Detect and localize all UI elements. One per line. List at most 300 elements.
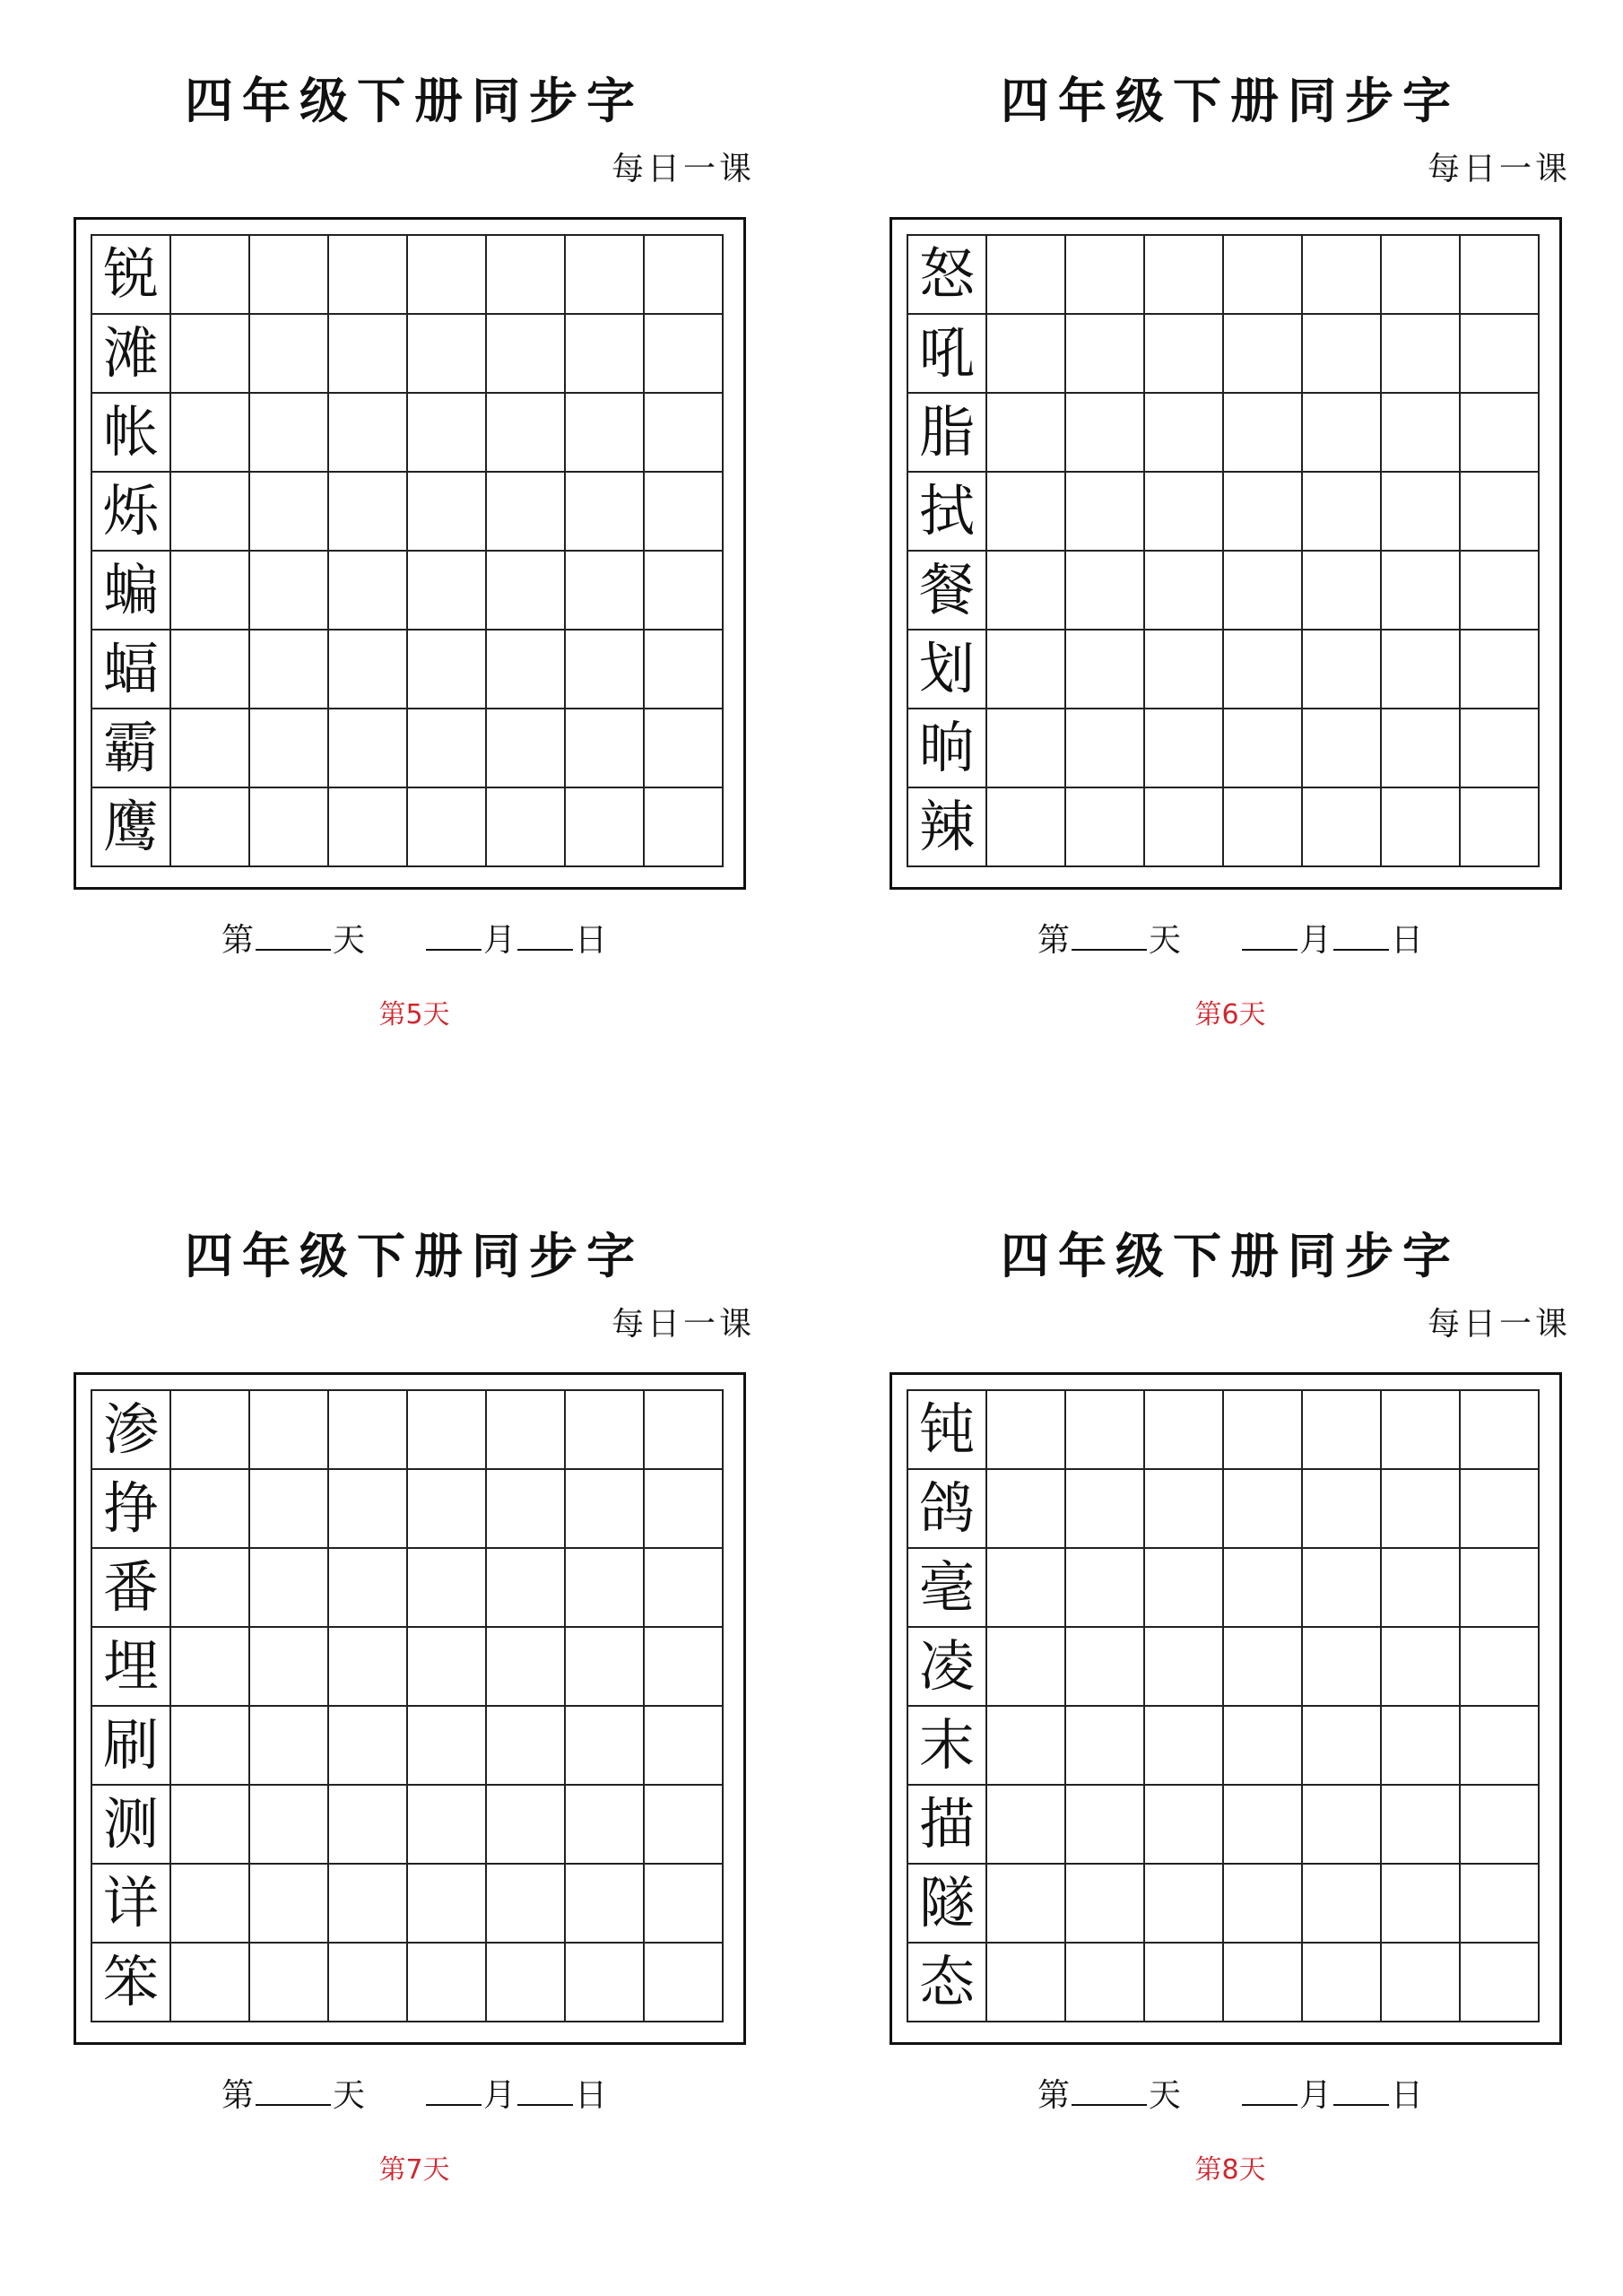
practice-cell[interactable]	[171, 788, 250, 867]
practice-cell[interactable]	[1224, 709, 1303, 788]
worksheet-title: 四年级下册同步字	[1001, 1227, 1460, 1284]
practice-cell[interactable]	[408, 1391, 487, 1470]
practice-cell[interactable]	[1224, 1391, 1303, 1470]
practice-cell[interactable]	[987, 394, 1066, 473]
model-character-cell: 滩	[92, 315, 171, 394]
practice-cell[interactable]	[1382, 1786, 1461, 1865]
practice-cell[interactable]	[987, 709, 1066, 788]
practice-cell[interactable]	[1461, 473, 1540, 552]
model-character-cell: 脂	[908, 394, 987, 473]
practice-cell[interactable]	[329, 315, 408, 394]
model-character-cell: 霸	[92, 709, 171, 788]
practice-cell[interactable]	[408, 1470, 487, 1549]
day-label: 第6天	[1194, 999, 1266, 1031]
practice-cell[interactable]	[645, 473, 724, 552]
model-character-cell: 埋	[92, 1628, 171, 1707]
practice-cell[interactable]	[566, 1628, 645, 1707]
practice-cell[interactable]	[1382, 631, 1461, 709]
practice-cell[interactable]	[1066, 631, 1145, 709]
practice-cell[interactable]	[987, 1944, 1066, 2022]
practice-cell[interactable]	[329, 236, 408, 315]
practice-cell[interactable]	[1066, 709, 1145, 788]
practice-cell[interactable]	[250, 1707, 329, 1786]
worksheet-subtitle: 每日一课	[611, 151, 755, 187]
practice-cell[interactable]	[1382, 709, 1461, 788]
practice-cell[interactable]	[1066, 1786, 1145, 1865]
practice-cell[interactable]	[1382, 1865, 1461, 1944]
practice-cell[interactable]	[566, 1391, 645, 1470]
practice-cell[interactable]	[329, 394, 408, 473]
practice-cell[interactable]	[1382, 788, 1461, 867]
model-character-cell: 怒	[908, 236, 987, 315]
practice-cell[interactable]	[329, 1549, 408, 1628]
model-character-cell: 帐	[92, 394, 171, 473]
practice-cell[interactable]	[1303, 236, 1382, 315]
practice-cell[interactable]	[1382, 473, 1461, 552]
practice-cell[interactable]	[171, 236, 250, 315]
practice-cell[interactable]	[1303, 315, 1382, 394]
practice-grid-frame	[74, 1372, 746, 2045]
practice-cell[interactable]	[566, 1786, 645, 1865]
practice-cell[interactable]	[987, 473, 1066, 552]
practice-cell[interactable]	[1303, 1865, 1382, 1944]
practice-cell[interactable]	[487, 631, 566, 709]
practice-cell[interactable]	[1145, 1786, 1224, 1865]
practice-cell[interactable]	[1145, 709, 1224, 788]
practice-cell[interactable]	[250, 1865, 329, 1944]
practice-cell[interactable]	[487, 394, 566, 473]
practice-grid	[907, 1389, 1540, 2022]
practice-cell[interactable]	[1066, 788, 1145, 867]
practice-cell[interactable]	[1224, 1549, 1303, 1628]
practice-cell[interactable]	[250, 788, 329, 867]
practice-cell[interactable]	[1224, 236, 1303, 315]
practice-cell[interactable]	[1303, 1549, 1382, 1628]
practice-grid-frame	[890, 1372, 1562, 2045]
practice-cell[interactable]	[645, 1786, 724, 1865]
practice-cell[interactable]	[1461, 1628, 1540, 1707]
practice-cell[interactable]	[1461, 788, 1540, 867]
practice-cell[interactable]	[566, 236, 645, 315]
practice-cell[interactable]	[1066, 1944, 1145, 2022]
practice-cell[interactable]	[487, 788, 566, 867]
practice-cell[interactable]	[171, 394, 250, 473]
practice-cell[interactable]	[1145, 236, 1224, 315]
model-character-cell: 挣	[92, 1470, 171, 1549]
practice-cell[interactable]	[987, 1786, 1066, 1865]
practice-cell[interactable]	[1145, 1549, 1224, 1628]
worksheet-day-8	[890, 1155, 1571, 2186]
practice-cell[interactable]	[171, 1865, 250, 1944]
worksheet-subtitle: 每日一课	[611, 1306, 755, 1343]
practice-cell[interactable]	[987, 1865, 1066, 1944]
practice-cell[interactable]	[250, 1470, 329, 1549]
model-character-cell: 详	[92, 1865, 171, 1944]
practice-cell[interactable]	[566, 1549, 645, 1628]
model-character-cell: 蝠	[92, 631, 171, 709]
practice-cell[interactable]	[987, 1391, 1066, 1470]
model-character-cell: 钝	[908, 1391, 987, 1470]
practice-cell[interactable]	[408, 709, 487, 788]
practice-cell[interactable]	[329, 631, 408, 709]
practice-cell[interactable]	[1066, 552, 1145, 631]
practice-cell[interactable]	[1066, 1865, 1145, 1944]
practice-cell[interactable]	[645, 1470, 724, 1549]
practice-cell[interactable]	[487, 1944, 566, 2022]
worksheet-title: 四年级下册同步字	[185, 1227, 644, 1284]
practice-cell[interactable]	[250, 394, 329, 473]
worksheet-subtitle: 每日一课	[1427, 151, 1571, 187]
practice-cell[interactable]	[1145, 473, 1224, 552]
practice-cell[interactable]	[1303, 709, 1382, 788]
practice-cell[interactable]	[487, 1628, 566, 1707]
practice-cell[interactable]	[171, 1391, 250, 1470]
practice-cell[interactable]	[645, 1549, 724, 1628]
practice-cell[interactable]	[171, 1786, 250, 1865]
practice-cell[interactable]	[408, 394, 487, 473]
practice-cell[interactable]	[250, 631, 329, 709]
practice-cell[interactable]	[487, 552, 566, 631]
practice-cell[interactable]	[1066, 473, 1145, 552]
practice-cell[interactable]	[987, 1707, 1066, 1786]
practice-cell[interactable]	[1303, 631, 1382, 709]
practice-cell[interactable]	[1066, 315, 1145, 394]
practice-cell[interactable]	[1303, 473, 1382, 552]
practice-cell[interactable]	[1382, 1944, 1461, 2022]
practice-cell[interactable]	[408, 236, 487, 315]
practice-cell[interactable]	[566, 1865, 645, 1944]
practice-cell[interactable]	[487, 1865, 566, 1944]
date-tian-label: 天	[332, 922, 365, 959]
practice-cell[interactable]	[487, 236, 566, 315]
practice-cell[interactable]	[408, 631, 487, 709]
practice-cell[interactable]	[645, 394, 724, 473]
model-character-cell: 鹰	[92, 788, 171, 867]
practice-cell[interactable]	[1145, 1391, 1224, 1470]
practice-cell[interactable]	[987, 1470, 1066, 1549]
practice-cell[interactable]	[171, 552, 250, 631]
practice-cell[interactable]	[408, 1944, 487, 2022]
day-blank[interactable]	[517, 924, 573, 951]
practice-cell[interactable]	[1382, 1707, 1461, 1786]
practice-cell[interactable]	[408, 315, 487, 394]
worksheet-day-7	[74, 1155, 755, 2186]
model-character-cell: 描	[908, 1786, 987, 1865]
date-yue-label: 月	[1299, 922, 1332, 959]
practice-cell[interactable]	[1303, 1391, 1382, 1470]
practice-cell[interactable]	[487, 1786, 566, 1865]
practice-cell[interactable]	[1382, 1549, 1461, 1628]
practice-cell[interactable]	[250, 236, 329, 315]
practice-cell[interactable]	[1224, 1628, 1303, 1707]
practice-cell[interactable]	[1145, 315, 1224, 394]
practice-cell[interactable]	[1382, 552, 1461, 631]
practice-cell[interactable]	[171, 1470, 250, 1549]
practice-grid	[91, 234, 724, 867]
practice-cell[interactable]	[329, 1707, 408, 1786]
day-blank[interactable]	[1333, 924, 1389, 951]
practice-cell[interactable]	[645, 1707, 724, 1786]
practice-cell[interactable]	[1145, 1944, 1224, 2022]
practice-cell[interactable]	[250, 1944, 329, 2022]
practice-cell[interactable]	[1382, 315, 1461, 394]
model-character-cell: 晌	[908, 709, 987, 788]
practice-cell[interactable]	[1461, 236, 1540, 315]
practice-cell[interactable]	[1145, 552, 1224, 631]
practice-cell[interactable]	[329, 1391, 408, 1470]
practice-cell[interactable]	[1382, 1628, 1461, 1707]
practice-cell[interactable]	[329, 552, 408, 631]
practice-cell[interactable]	[250, 1549, 329, 1628]
practice-cell[interactable]	[250, 709, 329, 788]
practice-cell[interactable]	[250, 473, 329, 552]
practice-cell[interactable]	[645, 552, 724, 631]
practice-cell[interactable]	[329, 1786, 408, 1865]
practice-cell[interactable]	[1066, 394, 1145, 473]
model-character-cell: 毫	[908, 1549, 987, 1628]
practice-cell[interactable]	[566, 1944, 645, 2022]
day-blank[interactable]	[517, 2079, 573, 2106]
practice-cell[interactable]	[566, 1707, 645, 1786]
date-line	[74, 2070, 755, 2116]
practice-cell[interactable]	[329, 788, 408, 867]
practice-cell[interactable]	[329, 1865, 408, 1944]
practice-cell[interactable]	[566, 631, 645, 709]
practice-cell[interactable]	[1066, 1470, 1145, 1549]
practice-cell[interactable]	[1461, 1549, 1540, 1628]
model-character-cell: 测	[92, 1786, 171, 1865]
practice-cell[interactable]	[1145, 631, 1224, 709]
practice-cell[interactable]	[1303, 1470, 1382, 1549]
practice-cell[interactable]	[329, 709, 408, 788]
month-blank[interactable]	[426, 924, 482, 951]
practice-grid	[91, 1389, 724, 2022]
practice-cell[interactable]	[645, 315, 724, 394]
practice-cell[interactable]	[1303, 1707, 1382, 1786]
date-ri-label: 日	[575, 2077, 608, 2114]
practice-cell[interactable]	[1224, 1470, 1303, 1549]
practice-cell[interactable]	[171, 631, 250, 709]
practice-cell[interactable]	[171, 1707, 250, 1786]
practice-cell[interactable]	[1145, 1628, 1224, 1707]
practice-cell[interactable]	[408, 552, 487, 631]
practice-cell[interactable]	[1224, 1944, 1303, 2022]
practice-cell[interactable]	[1145, 1470, 1224, 1549]
model-character-cell: 锐	[92, 236, 171, 315]
date-yue-label: 月	[483, 2077, 516, 2114]
practice-cell[interactable]	[1224, 473, 1303, 552]
model-character-cell: 态	[908, 1944, 987, 2022]
practice-cell[interactable]	[1066, 1628, 1145, 1707]
practice-cell[interactable]	[487, 709, 566, 788]
day-label: 第5天	[378, 999, 450, 1031]
model-character-cell: 吼	[908, 315, 987, 394]
date-ri-label: 日	[1391, 2077, 1424, 2114]
practice-cell[interactable]	[408, 1549, 487, 1628]
date-tian-label: 天	[1148, 922, 1181, 959]
practice-cell[interactable]	[408, 473, 487, 552]
practice-cell[interactable]	[1461, 394, 1540, 473]
practice-cell[interactable]	[1461, 709, 1540, 788]
practice-cell[interactable]	[1303, 1944, 1382, 2022]
practice-cell[interactable]	[250, 1391, 329, 1470]
practice-cell[interactable]	[1461, 315, 1540, 394]
practice-cell[interactable]	[329, 1470, 408, 1549]
worksheet-subtitle: 每日一课	[1427, 1306, 1571, 1343]
date-tian-label: 天	[332, 2077, 365, 2114]
practice-cell[interactable]	[1224, 315, 1303, 394]
practice-cell[interactable]	[1303, 1786, 1382, 1865]
practice-cell[interactable]	[566, 394, 645, 473]
practice-cell[interactable]	[1382, 1470, 1461, 1549]
model-character-cell: 笨	[92, 1944, 171, 2022]
practice-cell[interactable]	[1382, 1391, 1461, 1470]
practice-cell[interactable]	[1461, 1944, 1540, 2022]
day-label: 第7天	[378, 2154, 450, 2186]
practice-cell[interactable]	[1461, 631, 1540, 709]
practice-cell[interactable]	[250, 552, 329, 631]
practice-cell[interactable]	[487, 1707, 566, 1786]
practice-cell[interactable]	[645, 1628, 724, 1707]
practice-cell[interactable]	[1461, 1391, 1540, 1470]
model-character-cell: 划	[908, 631, 987, 709]
practice-cell[interactable]	[1145, 394, 1224, 473]
practice-cell[interactable]	[1224, 1865, 1303, 1944]
practice-cell[interactable]	[1224, 552, 1303, 631]
date-yue-label: 月	[483, 922, 516, 959]
practice-cell[interactable]	[487, 1391, 566, 1470]
practice-cell[interactable]	[408, 1628, 487, 1707]
model-character-cell: 刷	[92, 1707, 171, 1786]
practice-cell[interactable]	[1382, 236, 1461, 315]
date-di-label: 第	[221, 2077, 254, 2114]
practice-cell[interactable]	[329, 1944, 408, 2022]
worksheet-day-5	[74, 0, 755, 1031]
practice-cell[interactable]	[408, 1865, 487, 1944]
practice-cell[interactable]	[487, 1549, 566, 1628]
day-label: 第8天	[1194, 2154, 1266, 2186]
practice-cell[interactable]	[645, 1865, 724, 1944]
model-character-cell: 拭	[908, 473, 987, 552]
date-ri-label: 日	[575, 922, 608, 959]
practice-cell[interactable]	[566, 1470, 645, 1549]
model-character-cell: 凌	[908, 1628, 987, 1707]
practice-cell[interactable]	[987, 552, 1066, 631]
practice-cell[interactable]	[408, 788, 487, 867]
practice-cell[interactable]	[645, 236, 724, 315]
practice-cell[interactable]	[487, 1470, 566, 1549]
day-number-blank[interactable]	[256, 2079, 331, 2106]
practice-cell[interactable]	[1224, 394, 1303, 473]
practice-cell[interactable]	[566, 315, 645, 394]
practice-cell[interactable]	[329, 1628, 408, 1707]
practice-cell[interactable]	[408, 1786, 487, 1865]
day-number-blank[interactable]	[1072, 924, 1147, 951]
practice-cell[interactable]	[645, 709, 724, 788]
practice-cell[interactable]	[1461, 552, 1540, 631]
day-blank[interactable]	[1333, 2079, 1389, 2106]
date-line	[890, 915, 1571, 961]
practice-cell[interactable]	[645, 631, 724, 709]
practice-cell[interactable]	[1303, 394, 1382, 473]
practice-cell[interactable]	[171, 1549, 250, 1628]
day-number-blank[interactable]	[256, 924, 331, 951]
practice-cell[interactable]	[487, 473, 566, 552]
practice-cell[interactable]	[1145, 1707, 1224, 1786]
practice-cell[interactable]	[566, 473, 645, 552]
model-character-cell: 隧	[908, 1865, 987, 1944]
practice-cell[interactable]	[987, 315, 1066, 394]
practice-cell[interactable]	[566, 552, 645, 631]
practice-cell[interactable]	[566, 709, 645, 788]
practice-cell[interactable]	[987, 631, 1066, 709]
practice-grid-frame	[890, 217, 1562, 890]
date-line	[74, 915, 755, 961]
practice-cell[interactable]	[171, 473, 250, 552]
day-number-blank[interactable]	[1072, 2079, 1147, 2106]
practice-cell[interactable]	[1066, 1707, 1145, 1786]
date-ri-label: 日	[1391, 922, 1424, 959]
practice-cell[interactable]	[250, 315, 329, 394]
practice-cell[interactable]	[645, 788, 724, 867]
practice-cell[interactable]	[1224, 631, 1303, 709]
practice-cell[interactable]	[987, 1628, 1066, 1707]
practice-cell[interactable]	[1461, 1786, 1540, 1865]
practice-cell[interactable]	[1461, 1865, 1540, 1944]
practice-cell[interactable]	[1303, 788, 1382, 867]
date-di-label: 第	[221, 922, 254, 959]
practice-cell[interactable]	[1066, 1391, 1145, 1470]
practice-cell[interactable]	[1066, 1549, 1145, 1628]
month-blank[interactable]	[426, 2079, 482, 2106]
worksheet-day-6	[890, 0, 1571, 1031]
practice-cell[interactable]	[1224, 788, 1303, 867]
practice-cell[interactable]	[171, 315, 250, 394]
practice-cell[interactable]	[329, 473, 408, 552]
practice-cell[interactable]	[487, 315, 566, 394]
practice-cell[interactable]	[1145, 788, 1224, 867]
practice-cell[interactable]	[1066, 236, 1145, 315]
practice-cell[interactable]	[645, 1944, 724, 2022]
practice-cell[interactable]	[171, 709, 250, 788]
practice-cell[interactable]	[1461, 1707, 1540, 1786]
practice-cell[interactable]	[1224, 1786, 1303, 1865]
practice-cell[interactable]	[1303, 1628, 1382, 1707]
practice-cell[interactable]	[987, 788, 1066, 867]
practice-cell[interactable]	[987, 1549, 1066, 1628]
date-line	[890, 2070, 1571, 2116]
practice-cell[interactable]	[1461, 1470, 1540, 1549]
practice-cell[interactable]	[171, 1944, 250, 2022]
practice-cell[interactable]	[1382, 394, 1461, 473]
month-blank[interactable]	[1242, 2079, 1298, 2106]
practice-cell[interactable]	[1145, 1865, 1224, 1944]
month-blank[interactable]	[1242, 924, 1298, 951]
practice-cell[interactable]	[645, 1391, 724, 1470]
practice-cell[interactable]	[250, 1628, 329, 1707]
practice-cell[interactable]	[250, 1786, 329, 1865]
date-yue-label: 月	[1299, 2077, 1332, 2114]
practice-cell[interactable]	[987, 236, 1066, 315]
worksheet-title: 四年级下册同步字	[1001, 72, 1460, 129]
practice-cell[interactable]	[408, 1707, 487, 1786]
model-character-cell: 末	[908, 1707, 987, 1786]
practice-cell[interactable]	[1224, 1707, 1303, 1786]
practice-grid-frame	[74, 217, 746, 890]
practice-cell[interactable]	[1303, 552, 1382, 631]
practice-cell[interactable]	[171, 1628, 250, 1707]
practice-cell[interactable]	[566, 788, 645, 867]
